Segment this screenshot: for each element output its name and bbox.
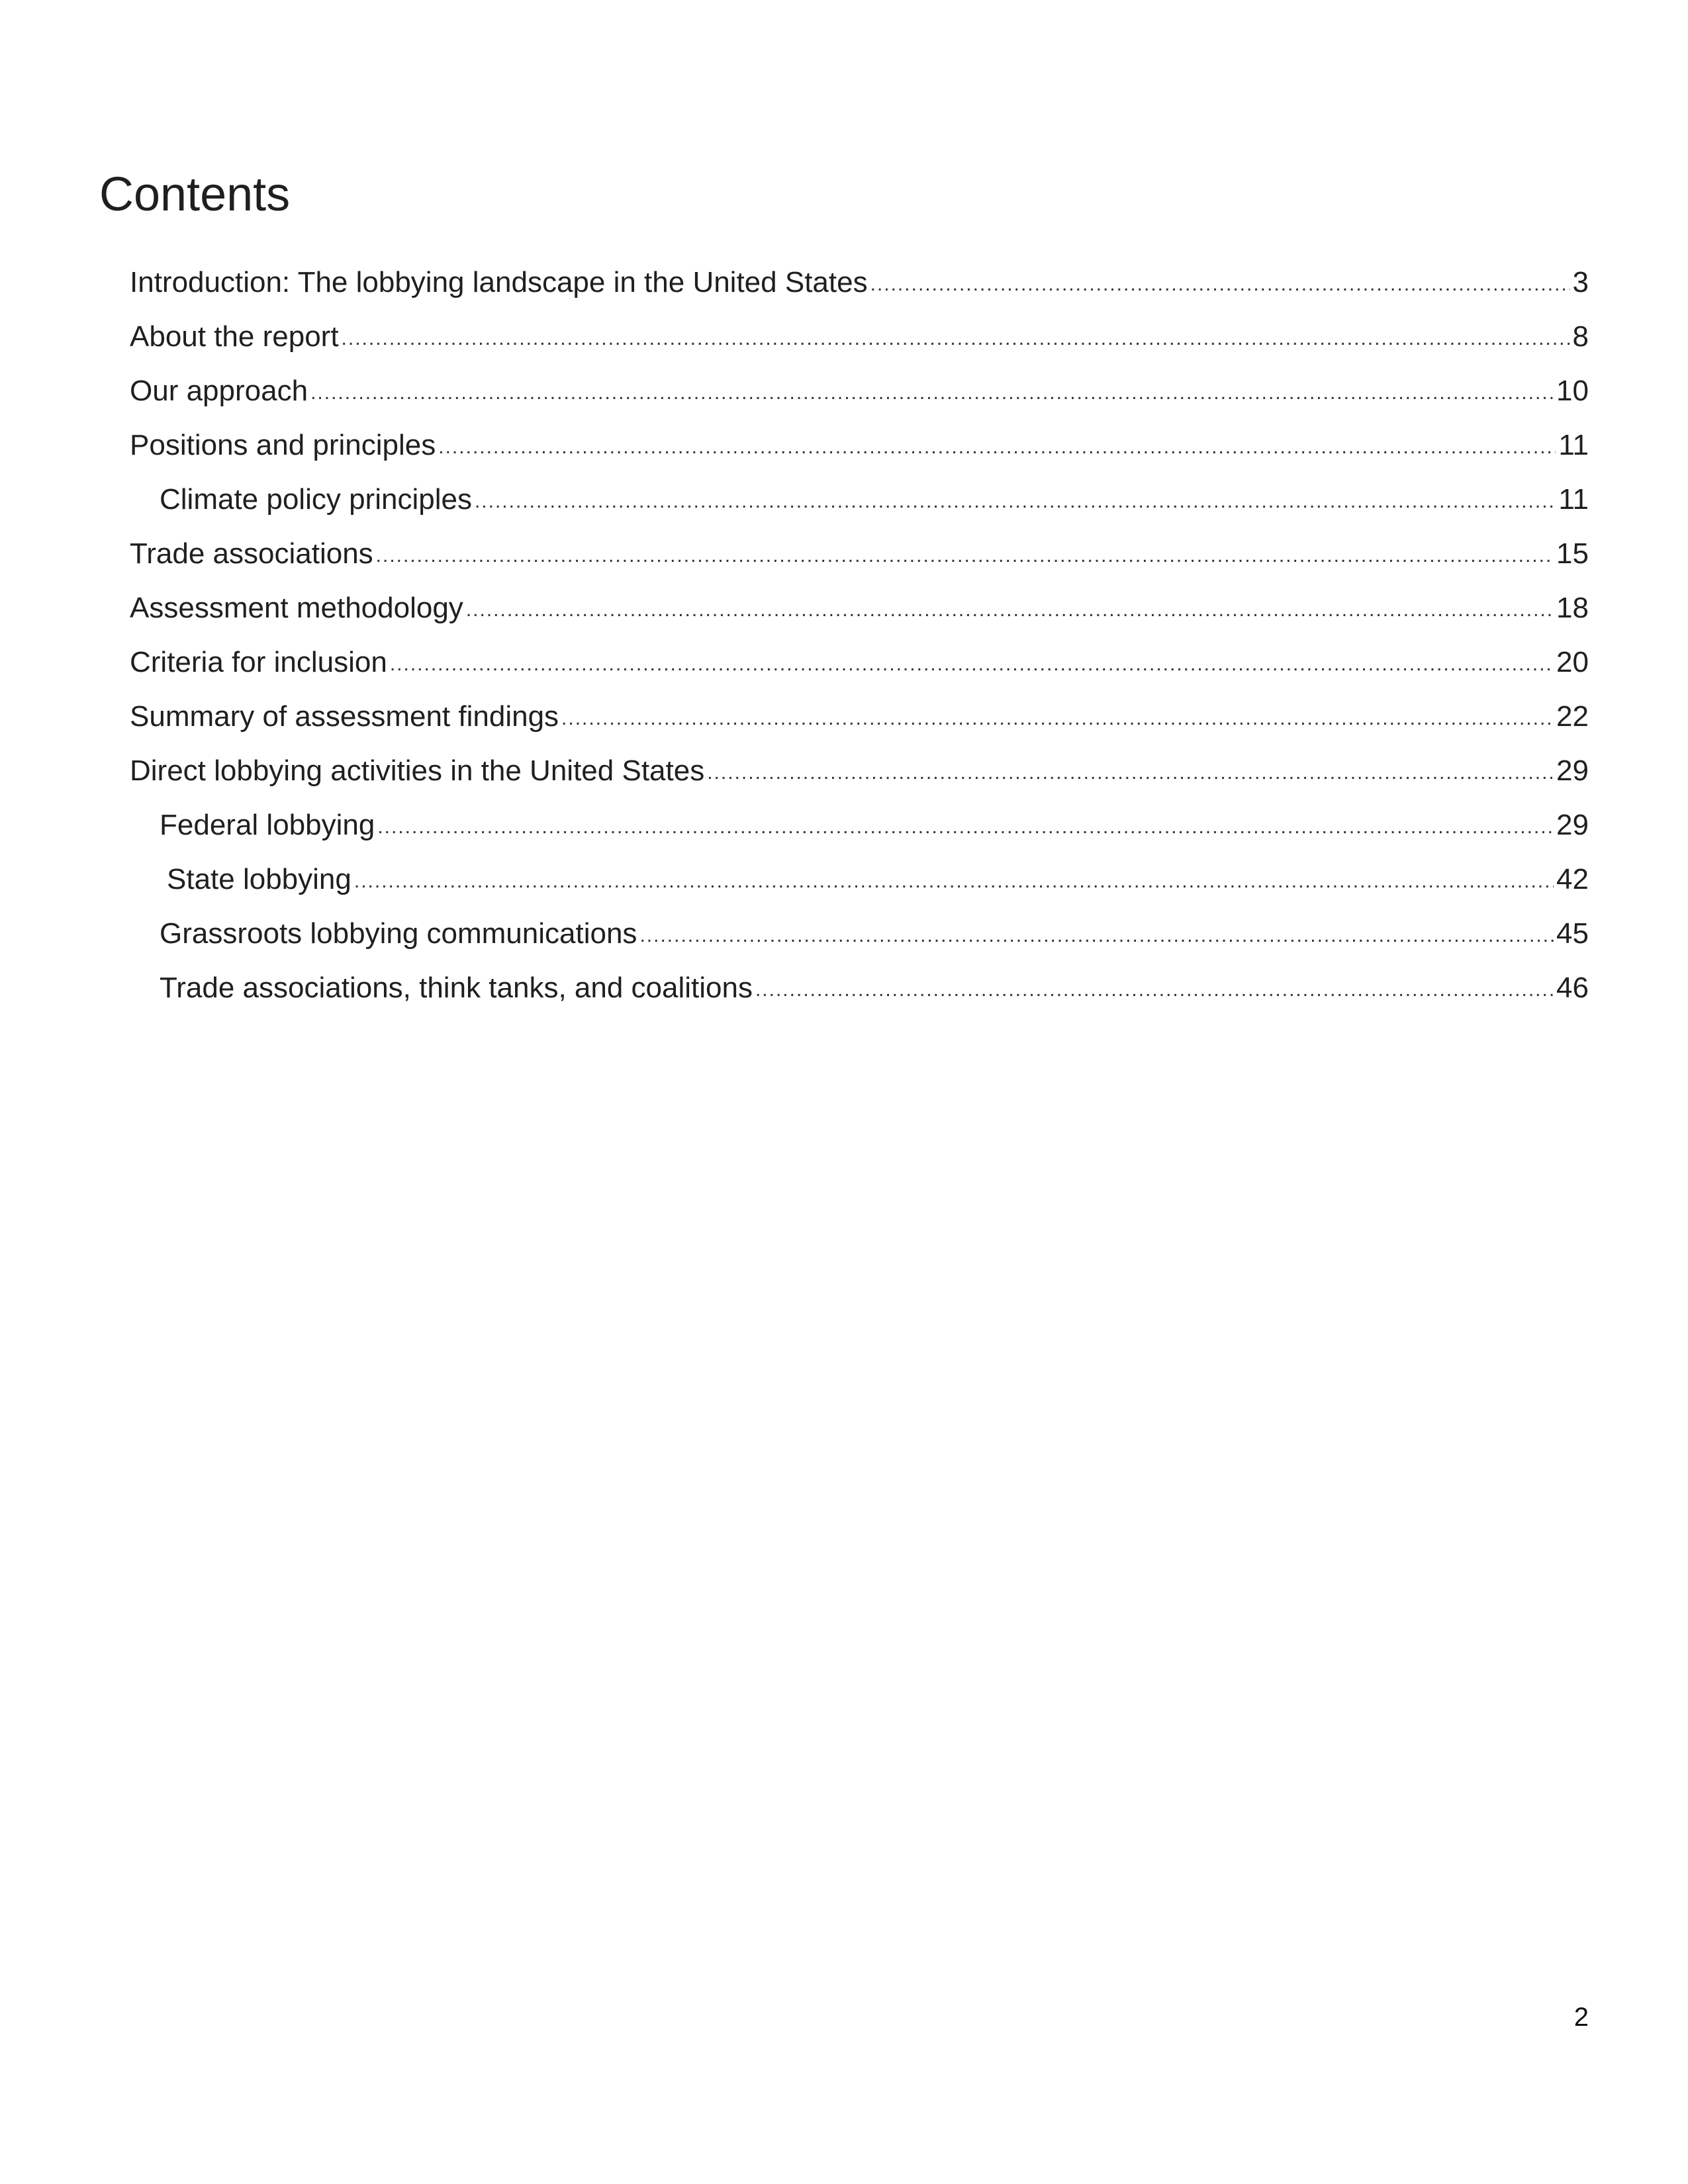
toc-entry-trade-associations-think-tanks[interactable]: [0, 961, 1688, 1015]
toc-entry-page: 20: [1556, 646, 1589, 678]
toc-entry-trade-associations[interactable]: [0, 527, 1688, 581]
toc-dot-leader: [342, 312, 1570, 366]
toc-entry-label: Grassroots lobbying communications: [160, 917, 637, 950]
toc-entry-state-lobbying[interactable]: [0, 852, 1688, 907]
toc-entry-label: Federal lobbying: [160, 809, 375, 841]
toc-entry-page: 11: [1558, 483, 1589, 516]
toc-dot-leader: [310, 366, 1554, 420]
toc-entry-positions-and-principles[interactable]: [0, 418, 1688, 473]
toc-entry-label: Direct lobbying activities in the United States: [130, 754, 705, 787]
toc-entry-about-the-report[interactable]: [0, 310, 1688, 364]
toc-entry-page: 10: [1556, 375, 1589, 407]
toc-entry-page: 42: [1556, 863, 1589, 895]
toc-entry-climate-policy-principles[interactable]: [0, 473, 1688, 527]
toc-entry-page: 29: [1556, 809, 1589, 841]
toc-entry-our-approach[interactable]: [0, 364, 1688, 418]
toc-entry-direct-lobbying[interactable]: [0, 744, 1688, 798]
toc-dot-leader: [466, 583, 1554, 637]
toc-dot-leader: [438, 420, 1556, 475]
toc-entry-label: Trade associations: [130, 537, 373, 570]
toc-entry-label: State lobbying: [167, 863, 352, 895]
toc-entry-page: 3: [1572, 266, 1589, 298]
toc-entry-page: 46: [1556, 972, 1589, 1004]
toc-entry-criteria-for-inclusion[interactable]: [0, 635, 1688, 690]
toc-entry-assessment-methodology[interactable]: [0, 581, 1688, 635]
toc-dot-leader: [707, 746, 1554, 800]
toc-entry-label: About the report: [130, 320, 339, 353]
toc-entry-introduction[interactable]: [0, 255, 1688, 310]
page-title: Contents: [99, 168, 291, 221]
toc-dot-leader: [390, 637, 1554, 692]
table-of-contents: [0, 255, 1688, 1015]
toc-entry-page: 8: [1572, 320, 1589, 353]
toc-entry-label: Introduction: The lobbying landscape in the United States: [130, 266, 868, 298]
toc-entry-page: 45: [1556, 917, 1589, 950]
toc-entry-page: 29: [1556, 754, 1589, 787]
toc-dot-leader: [376, 529, 1554, 583]
toc-dot-leader: [755, 963, 1554, 1017]
toc-dot-leader: [354, 854, 1554, 909]
toc-entry-label: Summary of assessment findings: [130, 700, 559, 733]
toc-entry-page: 18: [1556, 592, 1589, 624]
toc-dot-leader: [639, 909, 1554, 963]
toc-dot-leader: [377, 800, 1554, 854]
toc-dot-leader: [870, 257, 1570, 312]
toc-entry-label: Trade associations, think tanks, and coalitions: [160, 972, 753, 1004]
toc-entry-grassroots-lobbying[interactable]: [0, 907, 1688, 961]
toc-entry-label: Criteria for inclusion: [130, 646, 387, 678]
toc-entry-federal-lobbying[interactable]: [0, 798, 1688, 852]
page-number: 2: [1573, 2003, 1589, 2032]
toc-entry-label: Assessment methodology: [130, 592, 463, 624]
toc-entry-page: 15: [1556, 537, 1589, 570]
toc-entry-label: Positions and principles: [130, 429, 436, 461]
toc-entry-label: Climate policy principles: [160, 483, 472, 516]
toc-dot-leader: [561, 692, 1554, 746]
toc-dot-leader: [475, 475, 1556, 529]
toc-entry-label: Our approach: [130, 375, 308, 407]
toc-entry-summary-of-findings[interactable]: [0, 690, 1688, 744]
toc-entry-page: 22: [1556, 700, 1589, 733]
toc-entry-page: 11: [1558, 429, 1589, 461]
